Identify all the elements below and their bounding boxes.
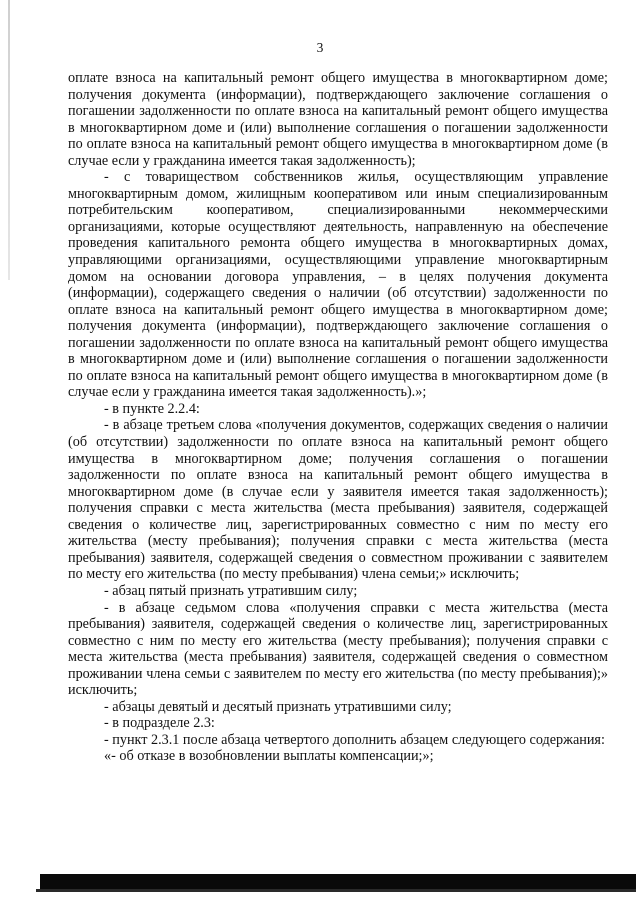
paragraph: - в абзаце седьмом слова «получения справки с места жительства (места пребывания) заявителя, содержащей сведения о количестве лиц, зарегистрированных совместно с ним по месту его жительства (месту пребывания); получения справки с места жительства (места пребывания) заявителя, содержащей сведения о совместном проживании члена семьи с заявителем по месту его жительства (по месту пребывания);» исключить; [68, 599, 608, 699]
paragraph: - с товариществом собственников жилья, осуществляющим управление многоквартирным домом, жилищным кооперативом или иным специализированным потребительским кооперативом, специализированными некоммерческими организациями, которые осуществляют деятельность, направленную на обеспечение проведения капитального ремонта общего имущества в многоквартирных домах, управляющими организациями, осуществляющими управление многоквартирным домом на основании договора управления, – в целях получения документа (информации), содержащего сведения о наличии (об отсутствии) задолженности по оплате взноса на капитальный ремонт общего имущества в многоквартирном доме; получения документа (информации), подтверждающего заключение соглашения о погашении задолженности по оплате взноса на капитальный ремонт общего имущества в многоквартирном доме и (или) выполнение соглашения о погашении задолженности по оплате взноса на капитальный ремонт общего имущества в многоквартирном доме (в случае если у гражданина имеется такая задолженность).»; [68, 169, 608, 401]
paragraph: - абзац пятый признать утратившим силу; [104, 582, 358, 599]
scan-bottom-edge-shadow [36, 889, 636, 892]
paragraph: - в пункте 2.2.4: [104, 400, 200, 417]
paragraph: - абзацы девятый и десятый признать утратившими силу; [104, 698, 452, 715]
document-body [68, 70, 608, 765]
paragraph: - в абзаце третьем слова «получения документов, содержащих сведения о наличии (об отсутствии) задолженности по оплате взноса на капитальный ремонт общего имущества в многоквартирном доме; получения соглашения о погашении задолженности по оплате взноса на капитальный ремонт общего имущества в многоквартирном доме (в случае если у заявителя имеется такая задолженность); получения справки с места жительства (места пребывания) заявителя, содержащей сведения о количестве лиц, зарегистрированных совместно с ним по месту его жительства (месту пребывания); получения справки с места жительства (места пребывания) заявителя, содержащей сведения о совместном проживании с заявителем по месту его жительства (по месту пребывания) члена семьи;» исключить; [68, 417, 608, 583]
paragraph: «- об отказе в возобновлении выплаты компенсации;»; [104, 748, 434, 765]
paragraph: оплате взноса на капитальный ремонт общего имущества в многоквартирном доме; получения документа (информации), подтверждающего заключение соглашения о погашении задолженности по оплате взноса на капитальный ремонт общего имущества в многоквартирном доме и (или) выполнение соглашения о погашении задолженности по оплате взноса на капитальный ремонт общего имущества в многоквартирном доме (в случае если у гражданина имеется такая задолженность); [68, 70, 608, 169]
paragraph: - в подразделе 2.3: [104, 715, 215, 732]
page-number: 3 [316, 40, 324, 55]
paragraph: - пункт 2.3.1 после абзаца четвертого дополнить абзацем следующего содержания: [104, 731, 605, 748]
